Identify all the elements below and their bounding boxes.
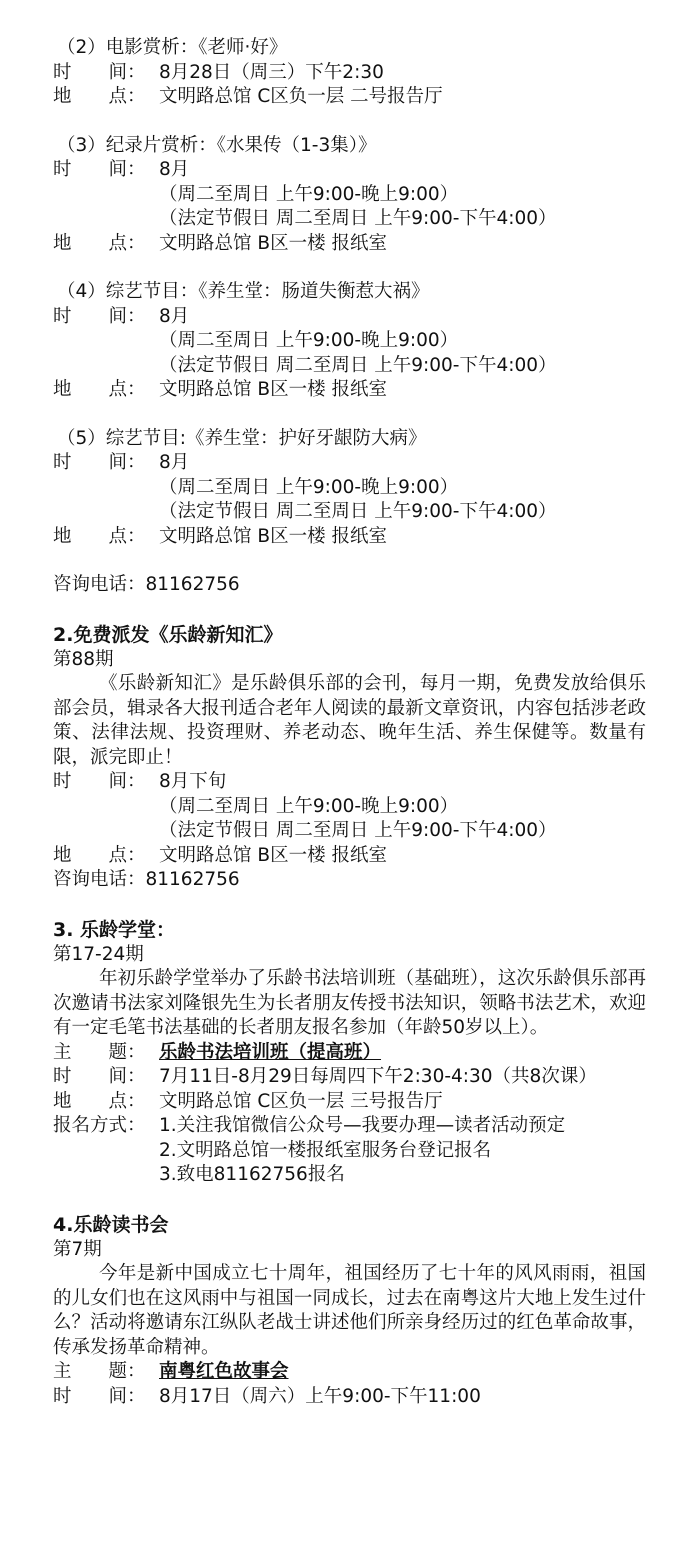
event-time-row — [53, 158, 658, 183]
signup-label: 报名方式： — [53, 1115, 146, 1136]
topic-value: 乐龄书法培训班（提高班） — [159, 1041, 382, 1063]
signup-row — [53, 1114, 658, 1139]
time-detail: （周二至周日 上午9:00-晚上9:00） — [159, 183, 459, 205]
time-row — [53, 770, 658, 795]
issue-number: 第7期 — [53, 1238, 102, 1260]
place-value: 文明路总馆 C区负一层 二号报告厅 — [159, 86, 443, 107]
signup-method: 1.关注我馆微信公众号—我要办理—读者活动预定 — [159, 1115, 566, 1136]
time-value: 8月28日（周三）下午2:30 — [159, 61, 384, 83]
issue-number: 第88期 — [53, 648, 114, 670]
time-label: 时 间： — [53, 159, 146, 180]
time-label: 时 间： — [53, 305, 146, 327]
time-detail: （法定节假日 周二至周日 上午9:00-下午4:00） — [159, 501, 557, 522]
time-value: 8月下旬 — [159, 771, 227, 792]
event-title: （5）综艺节目:《养生堂：护好牙龈防大病》 — [57, 427, 427, 449]
event-title: （4）综艺节目：《养生堂：肠道失衡惹大祸》 — [57, 281, 430, 302]
signup-method: 3.致电81162756报名 — [159, 1164, 345, 1185]
time-label: 时 间： — [53, 61, 146, 83]
place-value: 文明路总馆 B区一楼 报纸室 — [159, 232, 387, 254]
time-value: 8月17日（周六）上午9:00-下午11:00 — [159, 1385, 481, 1407]
time-value: 8月 — [159, 452, 190, 473]
section-heading: 4.乐龄读书会 — [53, 1213, 169, 1236]
place-value: 文明路总馆 B区一楼 报纸室 — [159, 379, 387, 400]
section-heading: 3. 乐龄学堂： — [53, 918, 176, 941]
place-label: 地 点： — [53, 379, 146, 400]
consult-block — [53, 573, 658, 598]
event-place-row — [53, 232, 658, 257]
time-label: 时 间： — [53, 452, 146, 473]
section-heading: 2.免费派发《乐龄新知汇》 — [53, 623, 283, 646]
event-time-row — [53, 451, 658, 476]
event-block-4 — [53, 280, 658, 403]
place-value: 文明路总馆 B区一楼 报纸室 — [159, 525, 387, 547]
time-detail: （法定节假日 周二至周日 上午9:00-下午4:00） — [159, 208, 557, 229]
topic-value: 南粤红色故事会 — [159, 1361, 289, 1382]
event-block-2 — [53, 36, 658, 110]
event-block-3 — [53, 134, 658, 257]
topic-label: 主 题： — [53, 1361, 146, 1382]
place-value: 文明路总馆 C区负一层 三号报告厅 — [159, 1090, 443, 1112]
time-detail: （法定节假日 周二至周日 上午9:00-下午4:00） — [159, 820, 557, 841]
consult-phone: 咨询电话：81162756 — [53, 869, 240, 890]
event-block-5 — [53, 427, 658, 550]
consult-phone: 咨询电话：81162756 — [53, 574, 240, 595]
event-place-row — [53, 85, 658, 110]
event-place-row — [53, 378, 658, 403]
event-place-row — [53, 525, 658, 550]
time-label: 时 间： — [53, 771, 146, 792]
time-detail: （法定节假日 周二至周日 上午9:00-下午4:00） — [159, 354, 557, 376]
event-title: （2）电影赏析：《老师·好》 — [57, 37, 288, 58]
issue-number: 第17-24期 — [53, 943, 144, 965]
section-paragraph: 年初乐龄学堂举办了乐龄书法培训班（基础班），这次乐龄俱乐部再次邀请书法家刘隆银先生为长者朋友传授书法知识，领略书法艺术，欢迎有一定毛笔书法基础的长者朋友报名参加（年龄50岁以上）。 — [53, 968, 646, 1038]
place-row — [53, 844, 658, 869]
topic-row — [53, 1360, 658, 1385]
time-value: 8月 — [159, 305, 190, 327]
event-title: （3）纪录片赏析：《水果传（1-3集）》 — [57, 134, 377, 156]
time-detail: （周二至周日 上午9:00-晚上9:00） — [159, 476, 459, 498]
time-value: 8月 — [159, 159, 190, 180]
section-2 — [53, 622, 658, 893]
time-detail: （周二至周日 上午9:00-晚上9:00） — [159, 795, 459, 817]
place-label: 地 点： — [53, 1090, 146, 1112]
signup-method: 2.文明路总馆一楼报纸室服务台登记报名 — [159, 1139, 492, 1161]
topic-label: 主 题： — [53, 1041, 146, 1063]
section-3 — [53, 917, 658, 1188]
topic-row — [53, 1041, 658, 1066]
time-row — [53, 1385, 658, 1410]
place-value: 文明路总馆 B区一楼 报纸室 — [159, 844, 387, 866]
section-4 — [53, 1212, 658, 1410]
place-label: 地 点： — [53, 525, 146, 547]
event-time-row — [53, 61, 658, 86]
section-paragraph: 今年是新中国成立七十周年，祖国经历了七十年的风风雨雨，祖国的儿女们也在这风雨中与祖国一同成长，过去在南粤这片大地上发生过什么？活动将邀请东江纵队老战士讲述他们所亲身经历过的红色革命故事，传承发扬革命精神。 — [53, 1263, 646, 1358]
time-row — [53, 1065, 658, 1090]
place-label: 地 点： — [53, 86, 146, 107]
section-paragraph: 《乐龄新知汇》是乐龄俱乐部的会刊，每月一期，免费发放给俱乐部会员，辑录各大报刊适合老年人阅读的最新文章资讯，内容包括涉老政策、法律法规、投资理财、养老动态、晚年生活、养生保健等。数量有限，派完即止！ — [53, 673, 646, 768]
time-detail: （周二至周日 上午9:00-晚上9:00） — [159, 330, 459, 351]
time-value: 7月11日-8月29日每周四下午2:30-4:30（共8次课） — [159, 1066, 597, 1087]
time-label: 时 间： — [53, 1066, 146, 1087]
time-label: 时 间： — [53, 1385, 146, 1407]
event-time-row — [53, 305, 658, 330]
place-label: 地 点： — [53, 232, 146, 254]
place-row — [53, 1090, 658, 1115]
place-label: 地 点： — [53, 844, 146, 866]
